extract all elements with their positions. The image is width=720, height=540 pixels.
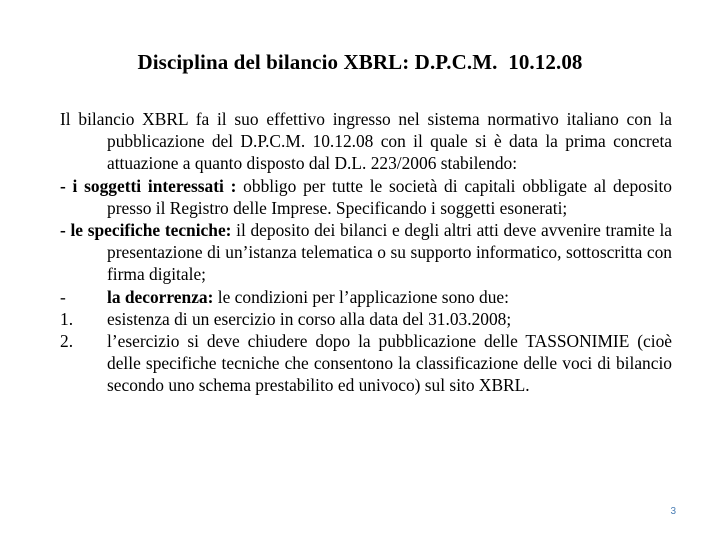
item-number: 2.	[60, 331, 74, 352]
intro-paragraph: Il bilancio XBRL fa il suo effettivo ingresso nel sistema normativo italiano con la pubblicazione del D.P.C.M. 10.12.08 con il quale si è data la prima concreta attuazione a quanto disposto dal D.L. 223/2006 stabilendo:	[60, 109, 672, 174]
item-text: l’esercizio si deve chiudere dopo la pubblicazione delle TASSONIMIE (cioè delle specifiche tecniche che consentono la classificazione delle voci di bilancio secondo uno schema prestabilito ed univoco) sul sito XBRL.	[107, 331, 672, 396]
bullet-specifiche-tecniche	[60, 219, 672, 286]
slide-title: Disciplina del bilancio XBRL: D.P.C.M. 10.12.08	[137, 50, 583, 74]
bullet-decorrenza	[60, 286, 672, 308]
bullet-lead: la decorrenza:	[107, 286, 214, 307]
numbered-item-2	[60, 330, 672, 397]
bullet-marker: -	[60, 286, 66, 307]
bullet-decorrenza-body	[107, 286, 672, 308]
bullet-text: obbligo per tutte le società di capitali obbligate al deposito presso il Registro delle Imprese. Specificando i soggetti esonerati;	[107, 175, 672, 218]
bullet-soggetti-interessati	[60, 175, 672, 219]
bullet-text: le condizioni per l’applicazione sono due:	[213, 286, 509, 307]
bullet-text: il deposito dei bilanci e degli altri atti deve avvenire tramite la presentazione di un’istanza telematica o su supporto informatico, sottoscritta con firma digitale;	[107, 220, 672, 285]
page-number: 3	[670, 506, 676, 517]
slide-body	[60, 108, 672, 397]
bullet-lead: - le specifiche tecniche:	[60, 220, 232, 241]
item-number: 1.	[60, 308, 74, 329]
item-text: esistenza di un esercizio in corso alla data del 31.03.2008;	[107, 308, 512, 329]
bullet-lead: - i soggetti interessati :	[60, 175, 237, 196]
numbered-item-1	[60, 308, 672, 330]
